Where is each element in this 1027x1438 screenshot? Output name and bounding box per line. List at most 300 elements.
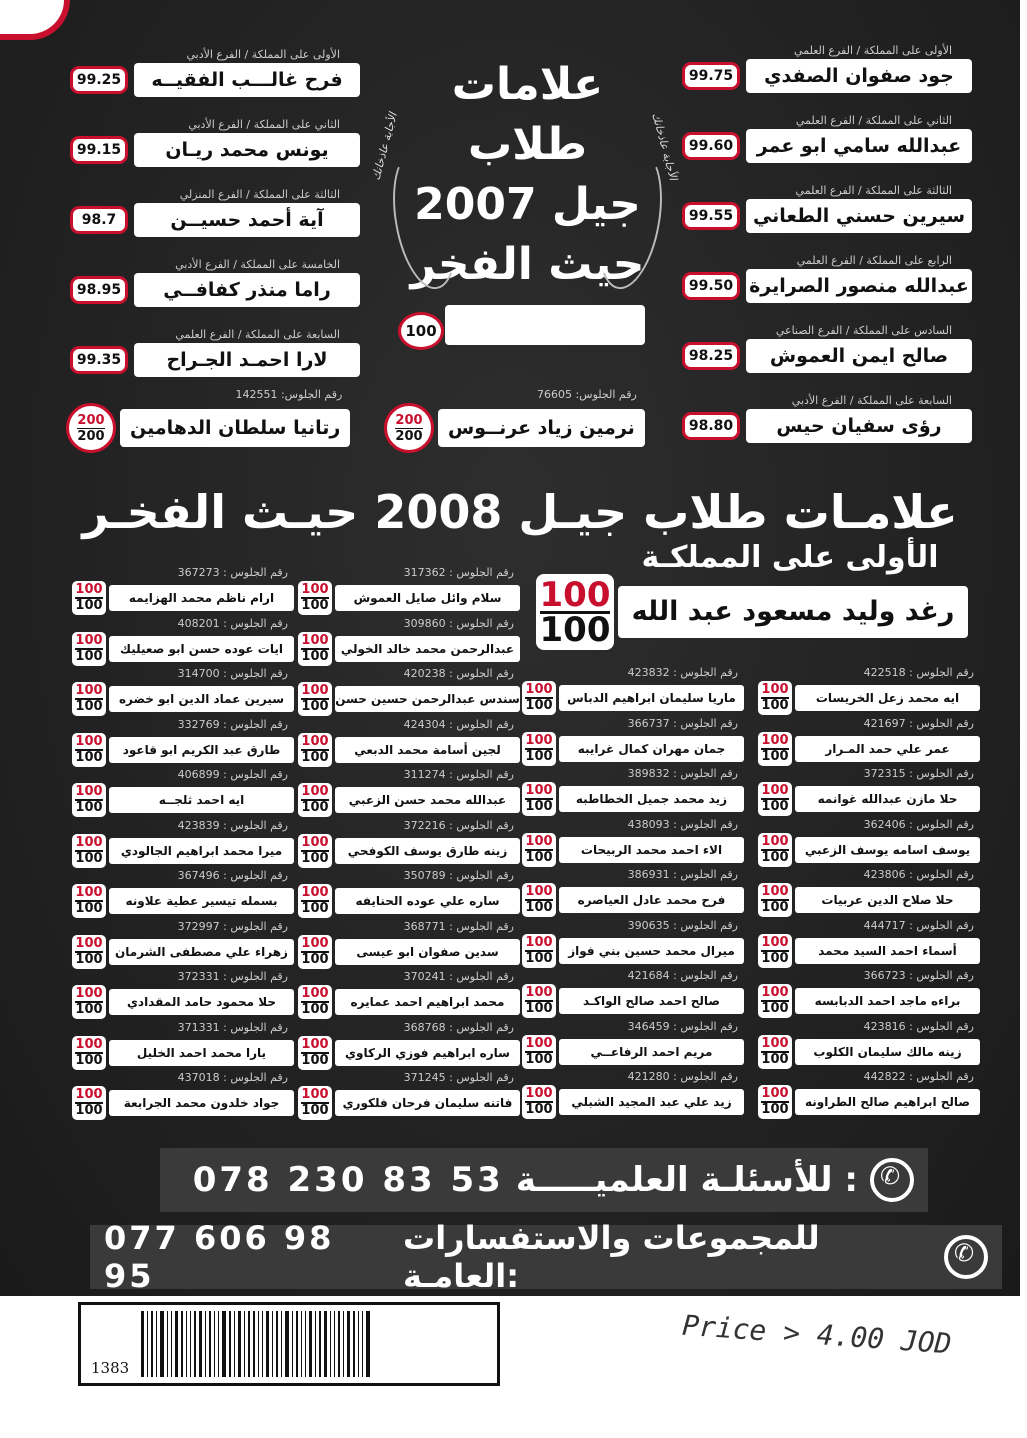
student-cell xyxy=(758,868,980,919)
student-name: ساره علي عوده الحنايفه xyxy=(335,888,520,914)
score-top: 100 xyxy=(301,582,329,597)
student-score xyxy=(758,782,792,816)
student-cell xyxy=(298,819,520,870)
top-student-entry xyxy=(682,184,972,233)
score-top: 100 xyxy=(301,683,329,698)
barcode-bar xyxy=(315,1311,316,1377)
student-score xyxy=(384,403,434,453)
student-name: سندس عبدالرحمن حسين حسن xyxy=(335,686,520,712)
student-score xyxy=(522,1035,556,1069)
contact-general-label: للمجموعات والاستفسارات العامـة: xyxy=(403,1219,820,1295)
top-student-entry xyxy=(682,114,972,163)
student-row xyxy=(682,199,972,233)
seat-number: رقم الجلوس : 423839 xyxy=(177,818,288,832)
student-cell xyxy=(298,768,520,819)
student-score xyxy=(522,934,556,968)
barcode-bar xyxy=(222,1311,226,1377)
barcode-bar xyxy=(238,1311,241,1377)
score-bottom: 100 xyxy=(761,849,789,865)
top-student-entry xyxy=(682,254,972,303)
barcode-bar xyxy=(353,1311,355,1377)
student-row xyxy=(70,203,360,237)
student-row xyxy=(522,1035,744,1069)
student-row xyxy=(758,984,980,1018)
student-row xyxy=(522,1085,744,1119)
score-top: 100 xyxy=(75,784,103,799)
student-score xyxy=(758,681,792,715)
first-place-score xyxy=(536,574,614,650)
student-name: عبدالله منصور الصرايرة xyxy=(746,269,972,303)
student-row xyxy=(72,985,294,1019)
score-bottom: 100 xyxy=(525,748,553,764)
student-name: آية أحمد حسيــن xyxy=(134,203,360,237)
student-score xyxy=(758,984,792,1018)
seat-number: رقم الجلوس : 372997 xyxy=(177,919,288,933)
student-cell xyxy=(522,767,744,818)
student-cell xyxy=(758,1070,980,1121)
student-cell xyxy=(522,1020,744,1071)
score-top: 200 xyxy=(77,412,105,428)
top-student-200-entry xyxy=(384,388,645,453)
student-caption: رقم الجلوس: 142551 xyxy=(235,388,343,401)
barcode-bar xyxy=(151,1311,153,1377)
score-bottom: 100 xyxy=(75,800,103,815)
barcode-bar xyxy=(190,1311,191,1377)
student-name: ساره ابراهيم فوزي الركاوي xyxy=(335,1040,520,1066)
student-cell xyxy=(72,970,294,1021)
student-row xyxy=(682,59,972,93)
seat-number: رقم الجلوس : 350789 xyxy=(403,869,514,882)
barcode-bar xyxy=(156,1311,157,1377)
score-top: 100 xyxy=(75,632,103,648)
seat-number: رقم الجلوس : 367496 xyxy=(177,869,288,882)
student-score: 99.15 xyxy=(70,136,128,164)
student-cell xyxy=(522,969,744,1020)
student-name: نرمين زياد عرنــوس xyxy=(438,409,645,447)
seat-number: رقم الجلوس : 421280 xyxy=(627,1070,738,1083)
score-bottom: 100 xyxy=(761,1001,789,1016)
score-top: 100 xyxy=(301,784,329,799)
top-student-entry xyxy=(70,188,360,237)
student-cell xyxy=(758,818,980,869)
student-cell xyxy=(522,1070,744,1121)
student-score xyxy=(522,782,556,816)
barcode-bar xyxy=(366,1311,370,1377)
student-cell xyxy=(758,717,980,768)
student-cell xyxy=(298,566,520,617)
student-name: عبدالله محمد حسن الزعبي xyxy=(335,787,520,813)
student-name: رؤى سفيان حيس xyxy=(746,409,972,443)
student-name: صالح ابراهيم صالح الطراونه xyxy=(795,1089,980,1115)
score-bottom: 100 xyxy=(525,1102,553,1117)
student-name: الاء احمد محمد الربيحات xyxy=(559,837,744,863)
student-score: 99.35 xyxy=(70,346,128,374)
barcode-bar xyxy=(253,1311,255,1377)
top-student-entry xyxy=(70,328,360,377)
student-row xyxy=(298,682,520,716)
score-top: 100 xyxy=(761,985,789,1000)
student-score xyxy=(522,984,556,1018)
student-name: لجين أسامة محمد الدبعي xyxy=(335,737,520,763)
barcode-bar xyxy=(281,1311,282,1377)
score-bottom: 100 xyxy=(301,951,329,967)
score-bottom: 100 xyxy=(75,1002,103,1017)
score-top: 100 xyxy=(75,834,103,850)
student-score: 98.7 xyxy=(70,206,128,234)
student-name: طارق عبد الكريم ابو قاعود xyxy=(109,737,294,763)
seat-number: رقم الجلوس : 421697 xyxy=(863,716,974,730)
student-score: 99.25 xyxy=(70,66,128,94)
first-place-name: رغد وليد مسعود عبد الله xyxy=(618,586,968,638)
barcode-bar xyxy=(301,1311,302,1377)
top-student-entry xyxy=(70,118,360,167)
barcode-bar xyxy=(147,1311,148,1377)
top-student-entry xyxy=(682,324,972,373)
student-row xyxy=(682,339,972,373)
student-row xyxy=(72,632,294,666)
seat-number: رقم الجلوس : 314700 xyxy=(177,667,288,680)
student-row xyxy=(298,632,520,666)
score-top: 100 xyxy=(761,884,789,899)
student-name: ماريا سليمان ابراهيم الدباس xyxy=(559,685,744,711)
whatsapp-icon xyxy=(870,1158,914,1202)
score-bottom: 100 xyxy=(75,598,103,613)
score-bottom: 100 xyxy=(761,698,789,713)
student-cell xyxy=(298,869,520,920)
barcode-bar xyxy=(218,1311,219,1377)
student-score xyxy=(758,883,792,917)
score-top: 100 xyxy=(525,1086,553,1101)
student-name: مريم احمد الرفاعــي xyxy=(559,1039,744,1065)
student-row xyxy=(70,273,360,307)
score-top: 100 xyxy=(525,682,553,697)
student-score xyxy=(298,581,332,615)
seat-number: رقم الجلوس : 390635 xyxy=(627,918,738,932)
student-row xyxy=(70,133,360,167)
student-name: عمر علي حمد المـرار xyxy=(795,736,980,762)
student-row xyxy=(522,681,744,715)
student-score xyxy=(522,833,556,867)
student-caption: الثالثة على المملكة / الفرع المنزلي xyxy=(179,188,340,201)
seat-number: رقم الجلوس : 372216 xyxy=(403,818,514,832)
title-2007-line3: حيث الفخر xyxy=(410,239,645,290)
student-score xyxy=(522,732,556,766)
seat-number: رقم الجلوس : 309860 xyxy=(403,616,514,630)
barcode-bar xyxy=(319,1311,321,1377)
student-row xyxy=(682,129,972,163)
score-top: 100 xyxy=(301,632,329,648)
score-top: 100 xyxy=(75,1087,103,1102)
score-bottom: 100 xyxy=(761,799,789,814)
student-row xyxy=(72,834,294,868)
seat-number: رقم الجلوس : 422518 xyxy=(863,666,974,679)
seat-number: رقم الجلوس : 362406 xyxy=(863,817,974,831)
score-top: 100 xyxy=(525,985,553,1000)
student-cell xyxy=(298,1021,520,1072)
score-top: 100 xyxy=(761,934,789,950)
seat-number: رقم الجلوس : 311274 xyxy=(403,768,514,781)
contact-science-number[interactable]: 078 230 83 53 xyxy=(192,1160,504,1200)
score-bottom: 100 xyxy=(301,699,329,714)
student-score xyxy=(298,682,332,716)
student-cell xyxy=(72,1071,294,1122)
score-top: 100 xyxy=(301,1087,329,1102)
seat-number: رقم الجلوس : 368771 xyxy=(403,919,514,933)
student-name: فاتنه سليمان فرحان فلكوري xyxy=(335,1090,520,1116)
seat-number: رقم الجلوس : 406899 xyxy=(177,768,288,781)
student-score xyxy=(298,1086,332,1120)
student-row xyxy=(758,782,980,816)
seat-number: رقم الجلوس : 423816 xyxy=(863,1019,974,1033)
barcode-bar xyxy=(285,1311,289,1377)
student-score xyxy=(298,783,332,817)
score-top: 100 xyxy=(75,1036,103,1052)
student-cell xyxy=(298,718,520,769)
student-row xyxy=(298,733,520,767)
student-cell xyxy=(298,1071,520,1122)
title-2008: علامـات طلاب جيـل 2008 حيـث الفخـر xyxy=(82,485,958,539)
score-bottom: 100 xyxy=(525,950,553,966)
barcode-bar xyxy=(324,1311,327,1377)
score-bottom: 100 xyxy=(301,648,329,664)
student-name: ايه محمد زعل الخريسات xyxy=(795,685,980,711)
score-bottom: 100 xyxy=(75,648,103,664)
student-score xyxy=(298,884,332,918)
contact-general-number[interactable]: 077 606 98 95 xyxy=(104,1219,335,1295)
barcode-bar xyxy=(141,1311,144,1377)
student-score xyxy=(72,1036,106,1070)
score-bottom: 100 xyxy=(525,1051,553,1067)
student-score xyxy=(72,884,106,918)
seat-number: رقم الجلوس : 332769 xyxy=(177,717,288,731)
student-row xyxy=(298,1036,520,1070)
student-name: حلا محمود حامد المقدادي xyxy=(109,989,294,1015)
student-cell xyxy=(72,566,294,617)
score-top: 100 xyxy=(75,986,103,1001)
student-cell xyxy=(758,1020,980,1071)
barcode-bar xyxy=(330,1311,331,1377)
barcode-bar xyxy=(262,1311,263,1377)
score-bottom: 100 xyxy=(301,1002,329,1017)
answer-score: 100 xyxy=(398,312,444,350)
student-row xyxy=(298,1086,520,1120)
student-name: حلا صلاح الدين عربيات xyxy=(795,887,980,913)
barcode-bar xyxy=(171,1311,172,1377)
student-caption: السابعة على المملكة / الفرع العلمي xyxy=(175,328,340,341)
seat-number: رقم الجلوس : 442822 xyxy=(863,1070,974,1083)
score-top: 100 xyxy=(525,783,553,798)
score-top: 100 xyxy=(75,683,103,698)
student-caption: الأولى على المملكة / الفرع العلمي xyxy=(794,44,952,57)
student-name: ايه احمد ثلجــه xyxy=(109,787,294,813)
contact-science xyxy=(160,1148,928,1212)
student-cell xyxy=(298,617,520,668)
title-2007-line1: علامات طلاب xyxy=(451,59,604,170)
student-name: زينه طارق يوسف الكوفحي xyxy=(335,838,520,864)
score-bottom: 100 xyxy=(761,900,789,915)
score-bottom: 100 xyxy=(301,1103,329,1118)
first-place-score-bottom: 100 xyxy=(539,609,611,650)
student-score xyxy=(758,1035,792,1069)
title-2007-line2: جيل 2007 xyxy=(414,179,641,230)
barcode-bar xyxy=(194,1311,196,1377)
seat-number: رقم الجلوس : 317362 xyxy=(403,566,514,579)
student-caption: السادس على المملكة / الفرع الصناعي xyxy=(775,324,952,337)
student-score: 99.50 xyxy=(682,272,740,300)
student-name: ايات عوده حسن ابو صعيليك xyxy=(109,636,294,662)
student-score xyxy=(72,1086,106,1120)
barcode-bar xyxy=(362,1311,363,1377)
student-score xyxy=(298,834,332,868)
student-name: راما منذر كفافــي xyxy=(134,273,360,307)
score-bottom: 100 xyxy=(761,950,789,966)
student-cell xyxy=(522,666,744,717)
seat-number: رقم الجلوس : 368768 xyxy=(403,1020,514,1034)
seat-number: رقم الجلوس : 366723 xyxy=(863,969,974,982)
score-top: 100 xyxy=(525,732,553,748)
seat-number: رقم الجلوس : 423832 xyxy=(627,666,738,679)
student-row xyxy=(522,934,744,968)
student-cell xyxy=(522,868,744,919)
barcode-bar xyxy=(244,1311,245,1377)
student-score xyxy=(72,935,106,969)
score-top: 100 xyxy=(75,582,103,597)
score-bottom: 200 xyxy=(395,428,423,444)
student-row xyxy=(522,883,744,917)
student-cell xyxy=(758,767,980,818)
score-bottom: 100 xyxy=(75,749,103,765)
student-cell xyxy=(758,969,980,1020)
student-name: سدين صفوان ابو عيسى xyxy=(335,939,520,965)
student-name: ميرا محمد ابراهيم الجالودي xyxy=(109,838,294,864)
top-student-entry xyxy=(70,48,360,97)
student-score xyxy=(72,834,106,868)
student-score xyxy=(72,632,106,666)
student-score xyxy=(298,632,332,666)
score-bottom: 100 xyxy=(761,1102,789,1117)
student-name: زينه مالك سليمان الكلوب xyxy=(795,1039,980,1065)
score-bottom: 100 xyxy=(525,1001,553,1016)
barcode-bar xyxy=(160,1311,164,1377)
score-bottom: 100 xyxy=(301,1052,329,1068)
student-row xyxy=(298,834,520,868)
student-caption: الثاني على المملكة / الفرع العلمي xyxy=(795,114,952,127)
seat-number: رقم الجلوس : 366737 xyxy=(627,716,738,730)
student-name: يوسف اسامه يوسف الزعبي xyxy=(795,837,980,863)
student-score: 98.80 xyxy=(682,412,740,440)
score-top: 100 xyxy=(525,934,553,950)
score-bottom: 100 xyxy=(301,850,329,866)
student-score: 99.55 xyxy=(682,202,740,230)
barcode-bar xyxy=(358,1311,359,1377)
student-row xyxy=(298,935,520,969)
student-name: صالح ايمن العموش xyxy=(746,339,972,373)
score-top: 100 xyxy=(301,935,329,951)
top-student-entry xyxy=(682,394,972,443)
student-cell xyxy=(72,819,294,870)
student-row xyxy=(298,985,520,1019)
score-bottom: 100 xyxy=(301,598,329,613)
student-row xyxy=(758,883,980,917)
score-bottom: 100 xyxy=(761,1051,789,1067)
student-name: زيد علي عبد المجيد الشبلي xyxy=(559,1089,744,1115)
barcode-bar xyxy=(167,1311,168,1377)
student-name: يونس محمد ريـان xyxy=(134,133,360,167)
student-score xyxy=(758,934,792,968)
score-bottom: 100 xyxy=(525,698,553,713)
student-cell xyxy=(298,970,520,1021)
barcode-bar xyxy=(186,1311,187,1377)
student-row xyxy=(298,884,520,918)
student-score xyxy=(298,1036,332,1070)
student-caption: السابعة على المملكة / الفرع الأدبي xyxy=(791,394,952,407)
seat-number: رقم الجلوس : 372315 xyxy=(863,767,974,780)
student-row xyxy=(70,63,360,97)
score-bottom: 100 xyxy=(761,748,789,764)
student-row xyxy=(682,269,972,303)
student-row xyxy=(758,833,980,867)
student-row xyxy=(72,884,294,918)
price-label: Price > 4.00 JOD xyxy=(681,1308,953,1361)
score-bottom: 100 xyxy=(525,900,553,915)
student-cell xyxy=(72,718,294,769)
student-name: جواد خلدون محمد الجرابعة xyxy=(109,1090,294,1116)
student-row xyxy=(522,782,744,816)
student-name: فرح محمد عادل العياصره xyxy=(559,887,744,913)
barcode-bar xyxy=(272,1311,273,1377)
student-name: يارا محمد احمد الخليل xyxy=(109,1040,294,1066)
student-score xyxy=(758,1085,792,1119)
student-score xyxy=(72,682,106,716)
student-row xyxy=(298,581,520,615)
student-score xyxy=(522,1085,556,1119)
score-top: 100 xyxy=(525,884,553,899)
student-score xyxy=(298,935,332,969)
barcode-bar xyxy=(309,1311,312,1377)
score-bottom: 100 xyxy=(75,951,103,967)
barcode-bar xyxy=(248,1311,250,1377)
barcode-bar xyxy=(258,1311,259,1377)
student-cell xyxy=(72,667,294,718)
student-row xyxy=(72,1036,294,1070)
barcode-bar xyxy=(234,1311,235,1377)
score-bottom: 100 xyxy=(75,850,103,866)
barcode-bar xyxy=(199,1311,202,1377)
barcode-number: 1383 xyxy=(91,1359,130,1377)
seat-number: رقم الجلوس : 438093 xyxy=(627,817,738,831)
student-score: 98.25 xyxy=(682,342,740,370)
seat-number: رقم الجلوس : 444717 xyxy=(863,918,974,932)
student-score xyxy=(72,733,106,767)
student-name: ميرال محمد حسين بني فواز xyxy=(559,938,744,964)
score-top: 100 xyxy=(301,885,329,900)
student-caption: الخامسة على المملكة / الفرع الأدبي xyxy=(175,258,340,271)
student-name: سيرين حسني الطعاني xyxy=(746,199,972,233)
score-top: 100 xyxy=(761,783,789,798)
score-bottom: 100 xyxy=(75,699,103,714)
barcode-bar xyxy=(205,1311,206,1377)
barcode-bar xyxy=(229,1311,231,1377)
student-score xyxy=(298,733,332,767)
student-name: أسماء احمد السيد محمد xyxy=(795,938,980,964)
student-row xyxy=(522,732,744,766)
student-caption: الرابع على المملكة / الفرع العلمي xyxy=(796,254,952,267)
student-name: لارا احمـد الجـراح xyxy=(134,343,360,377)
student-cell xyxy=(72,768,294,819)
score-top: 100 xyxy=(301,1036,329,1052)
student-score xyxy=(66,403,116,453)
seat-number: رقم الجلوس : 408201 xyxy=(177,616,288,630)
